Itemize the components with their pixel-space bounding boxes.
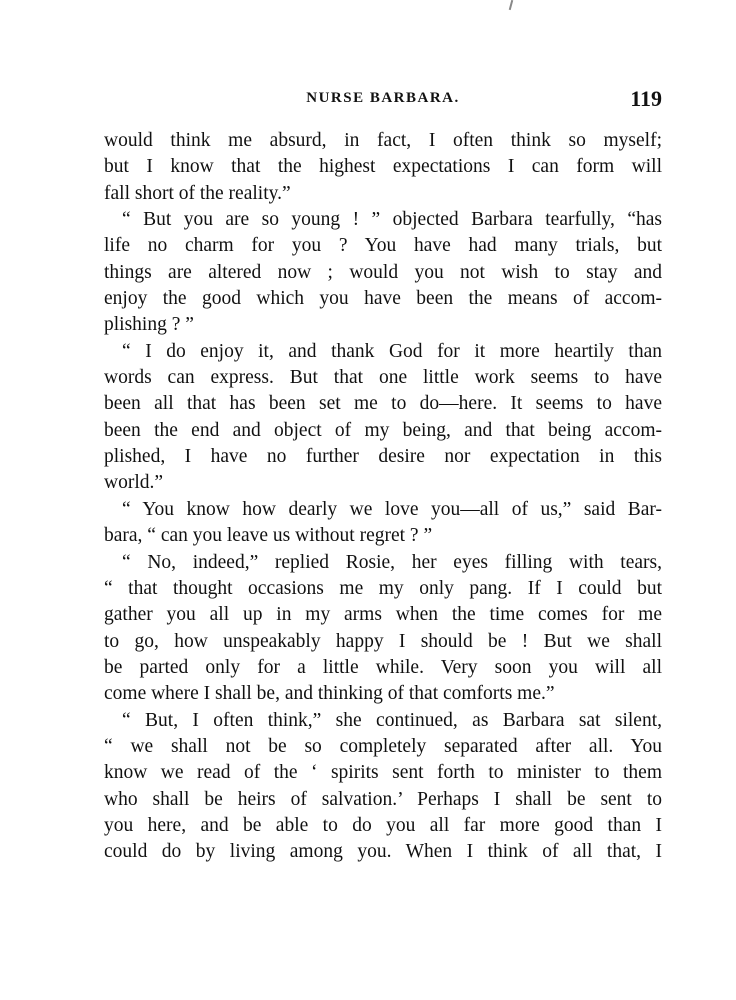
text-line: been all that has been set me to do—here. It seems to have <box>104 393 662 415</box>
text-line: been the end and object of my being, and that being accom- <box>104 419 662 441</box>
text-line: “ that thought occasions me my only pang. If I could but <box>104 577 662 599</box>
text-line: enjoy the good which you have been the means of accom- <box>104 288 662 310</box>
text-line: things are altered now ; would you not wish to stay and <box>104 261 662 283</box>
text-line: words can express. But that one little work seems to have <box>104 367 662 389</box>
text-line: “ But, I often think,” she continued, as Barbara sat silent, <box>122 709 662 731</box>
text-line: gather you all up in my arms when the time comes for me <box>104 604 662 626</box>
body-text <box>104 128 662 866</box>
text-line: plished, I have no further desire nor expectation in this <box>104 446 662 468</box>
text-line: “ No, indeed,” replied Rosie, her eyes filling with tears, <box>122 551 662 573</box>
running-title: NURSE BARBARA. <box>306 90 460 106</box>
text-line: but I know that the highest expectations I can form will <box>104 156 662 178</box>
text-line: to go, how unspeakably happy I should be ! But we shall <box>104 630 662 652</box>
text-line: “ we shall not be so completely separated after all. You <box>104 735 662 757</box>
text-line: bara, “ can you leave us without regret ? ” <box>104 525 433 547</box>
text-line: fall short of the reality.” <box>104 182 291 204</box>
text-line: be parted only for a little while. Very soon you will all <box>104 656 662 678</box>
print-mark <box>509 0 514 10</box>
text-line: world.” <box>104 472 164 494</box>
text-line: life no charm for you ? You have had many trials, but <box>104 235 662 257</box>
text-line: know we read of the ‘ spirits sent forth to minister to them <box>104 762 662 784</box>
text-line: you here, and be able to do you all far more good than I <box>104 814 662 836</box>
text-line: “ But you are so young ! ” objected Barbara tearfully, “has <box>122 209 662 231</box>
text-line: could do by living among you. When I think of all that, I <box>104 841 662 863</box>
page-number: 119 <box>630 86 662 111</box>
text-line: who shall be heirs of salvation.’ Perhaps I shall be sent to <box>104 788 662 810</box>
text-line: come where I shall be, and thinking of that comforts me.” <box>104 683 555 705</box>
text-line: “ You know how dearly we love you—all of us,” said Bar- <box>122 498 662 520</box>
text-line: would think me absurd, in fact, I often think so myself; <box>104 130 662 151</box>
text-line: “ I do enjoy it, and thank God for it more heartily than <box>122 340 662 362</box>
page-header <box>104 88 662 114</box>
text-line: plishing ? ” <box>104 314 194 336</box>
